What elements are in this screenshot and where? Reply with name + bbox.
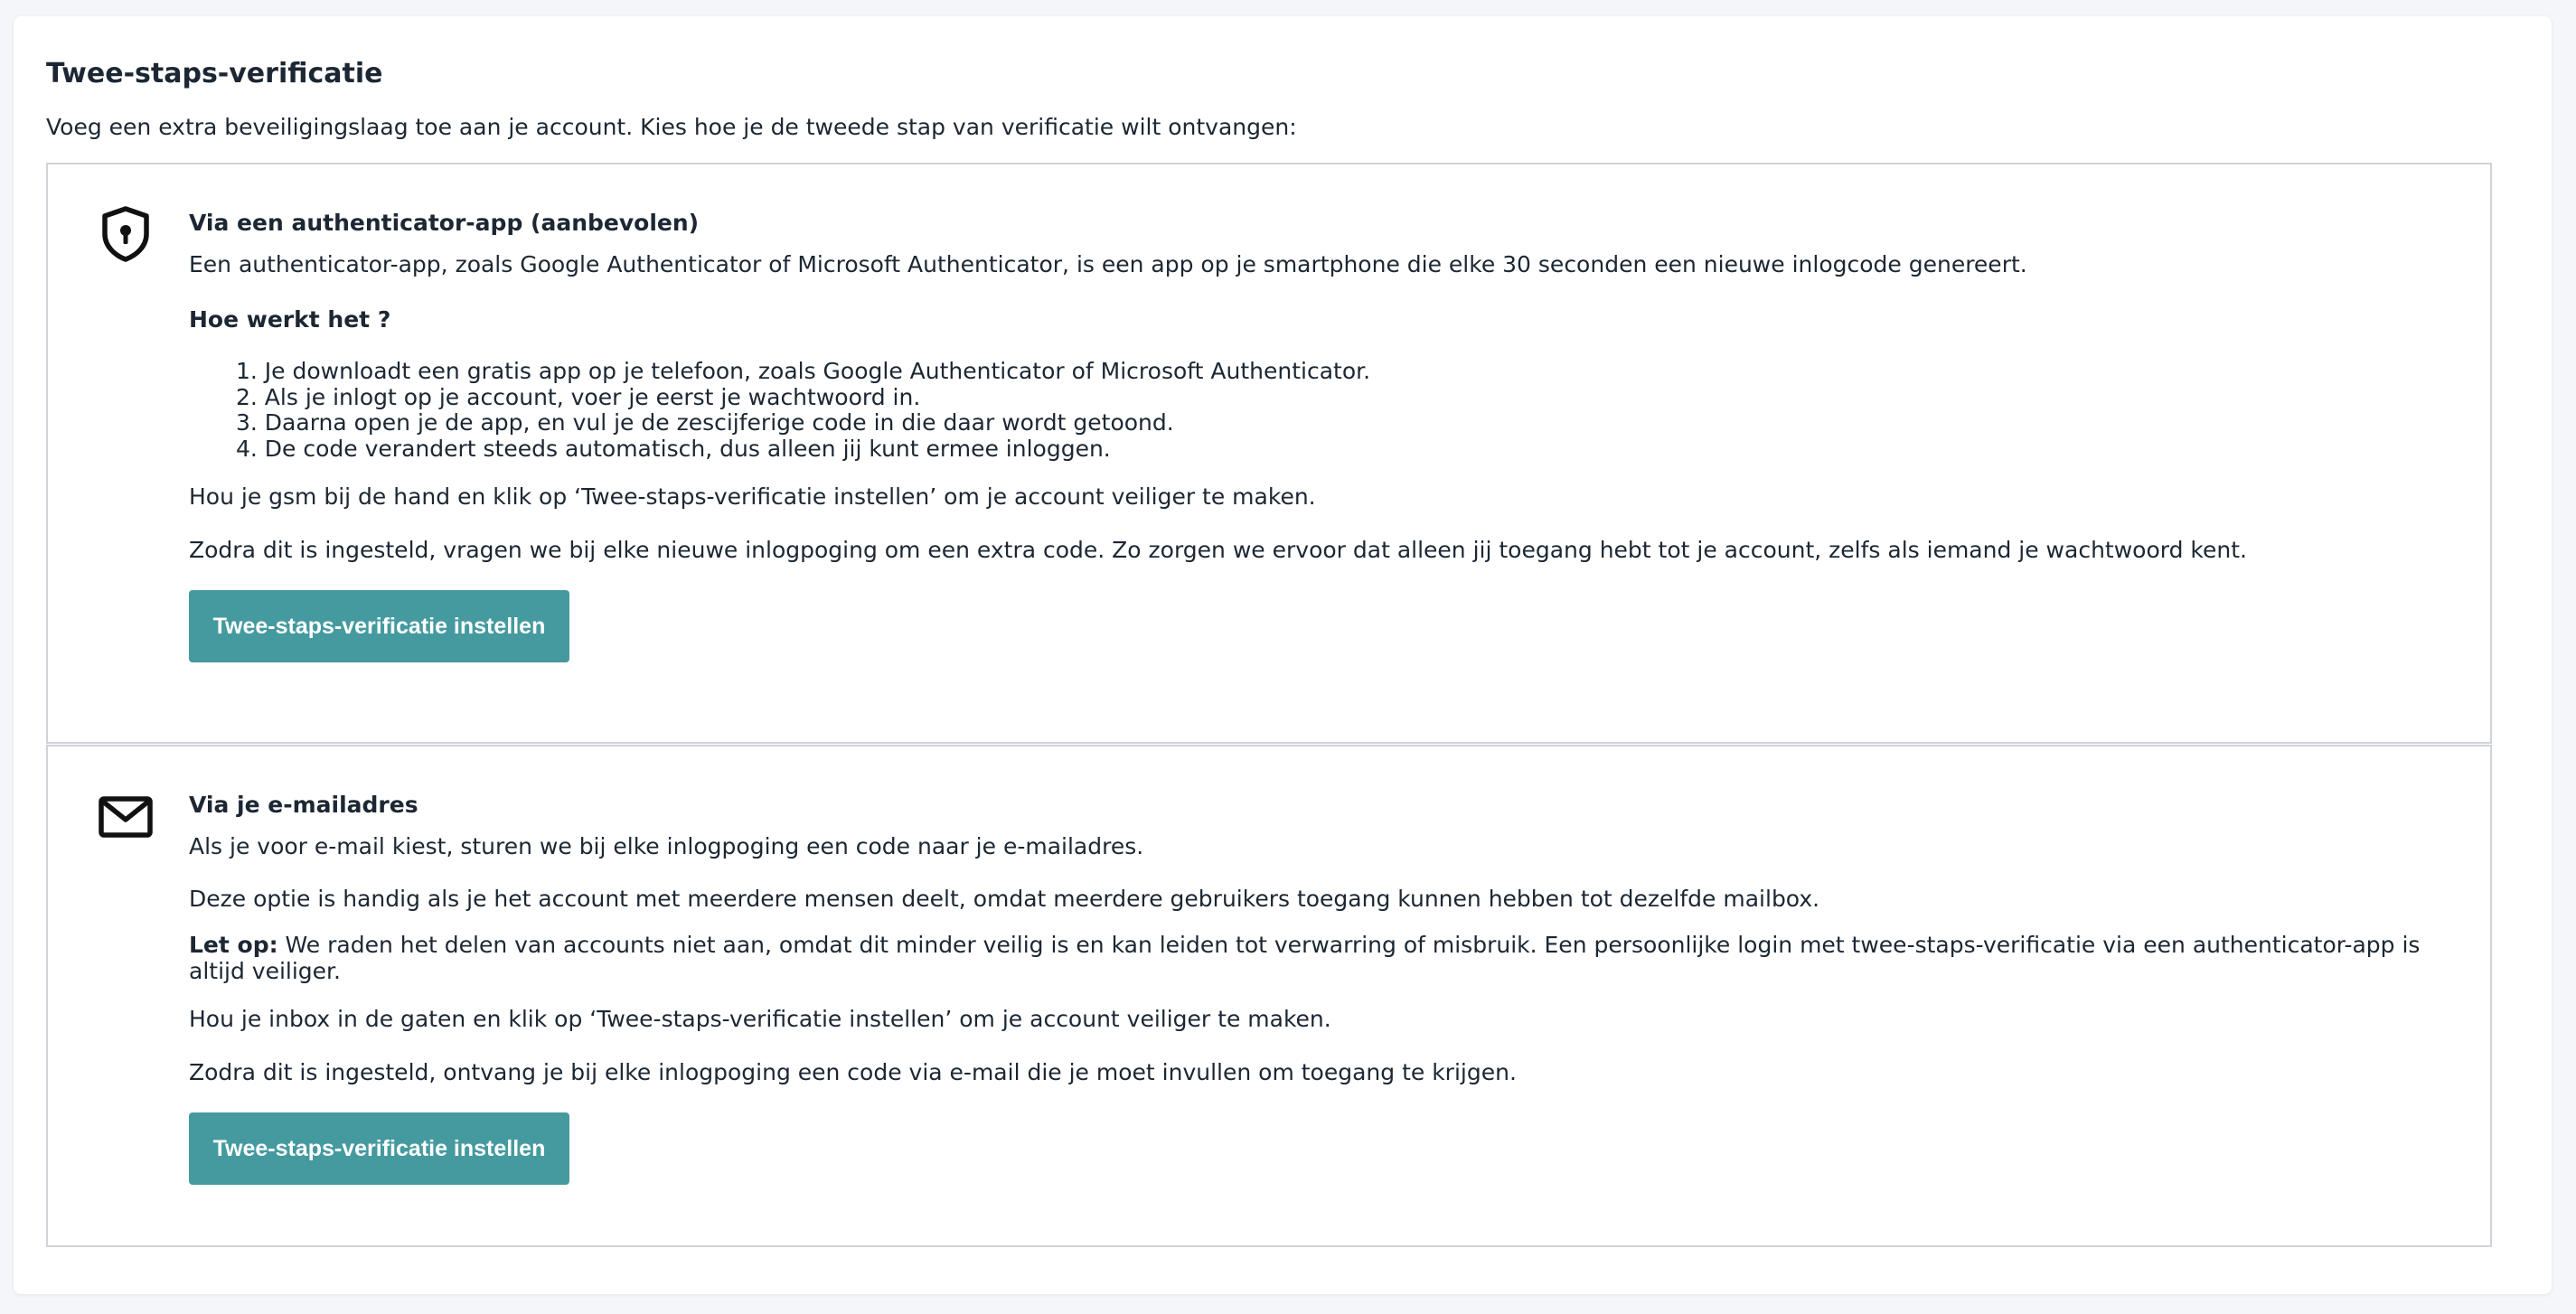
option-app-content [189, 208, 2454, 662]
option-authenticator-app [46, 163, 2492, 744]
option-email-content [189, 790, 2454, 1185]
setup-2fa-email-button[interactable]: Twee-staps-verificatie instellen [189, 1112, 569, 1185]
option-app-tip: Hou je gsm bij de hand en klik op ‘Twee-staps-verificatie instellen’ om je account veiliger te maken. [189, 483, 1316, 510]
option-email-tip: Hou je inbox in de gaten en klik op ‘Twee-staps-verificatie instellen’ om je account veiliger te maken. [189, 1006, 1331, 1032]
option-app-outcome: Zodra dit is ingesteld, vragen we bij elke nieuwe inlogpoging om een extra code. Zo zorgen we ervoor dat alleen jij toegang hebt tot je account, zelfs als iemand je wachtwoord kent. [189, 537, 2247, 563]
option-email-description: Als je voor e-mail kiest, sturen we bij elke inlogpoging een code naar je e-mailadres. [189, 833, 1144, 859]
how-it-works-heading: Hoe werkt het ? [189, 306, 391, 333]
option-email [46, 745, 2492, 1247]
option-email-title: Via je e-mailadres [189, 792, 418, 818]
step-item: 2. Als je inlogt op je account, voer je eerst je wachtwoord in. [236, 383, 921, 410]
how-it-works-steps [189, 359, 2454, 462]
option-email-warning [189, 932, 2454, 984]
shield-lock-icon [96, 204, 155, 264]
envelope-icon [96, 788, 155, 848]
option-app-title: Via een authenticator-app (aanbevolen) [189, 210, 700, 236]
setup-2fa-app-button[interactable]: Twee-staps-verificatie instellen [189, 590, 569, 662]
step-item: 4. De code verandert steeds automatisch, dus alleen jij kunt ermee inloggen. [236, 435, 1111, 462]
warning-text: We raden het delen van accounts niet aan, omdat dit minder veilig is en kan leiden tot verwarring of misbruik. Een persoonlijke login met twee-staps-verificatie via een authenticator-app is altijd veiliger. [189, 932, 2421, 984]
option-email-note: Deze optie is handig als je het account met meerdere mensen deelt, omdat meerdere gebruikers toegang kunnen hebben tot dezelfde mailbox. [189, 886, 1820, 912]
page-title: Twee-staps-verificatie [46, 58, 383, 89]
page-intro: Voeg een extra beveiligingslaag toe aan je account. Kies hoe je de tweede stap van verificatie wilt ontvangen: [46, 114, 1297, 140]
step-item: 1. Je downloadt een gratis app op je telefoon, zoals Google Authenticator of Microsoft Authenticator. [236, 358, 1371, 384]
option-app-description: Een authenticator-app, zoals Google Authenticator of Microsoft Authenticator, is een app op je smartphone die elke 30 seconden een nieuwe inlogcode genereert. [189, 251, 2027, 277]
option-email-outcome: Zodra dit is ingesteld, ontvang je bij elke inlogpoging een code via e-mail die je moet invullen om toegang te krijgen. [189, 1059, 1517, 1085]
warning-label: Let op: [189, 932, 278, 958]
step-item: 3. Daarna open je de app, en vul je de zescijferige code in die daar wordt getoond. [236, 409, 1174, 436]
